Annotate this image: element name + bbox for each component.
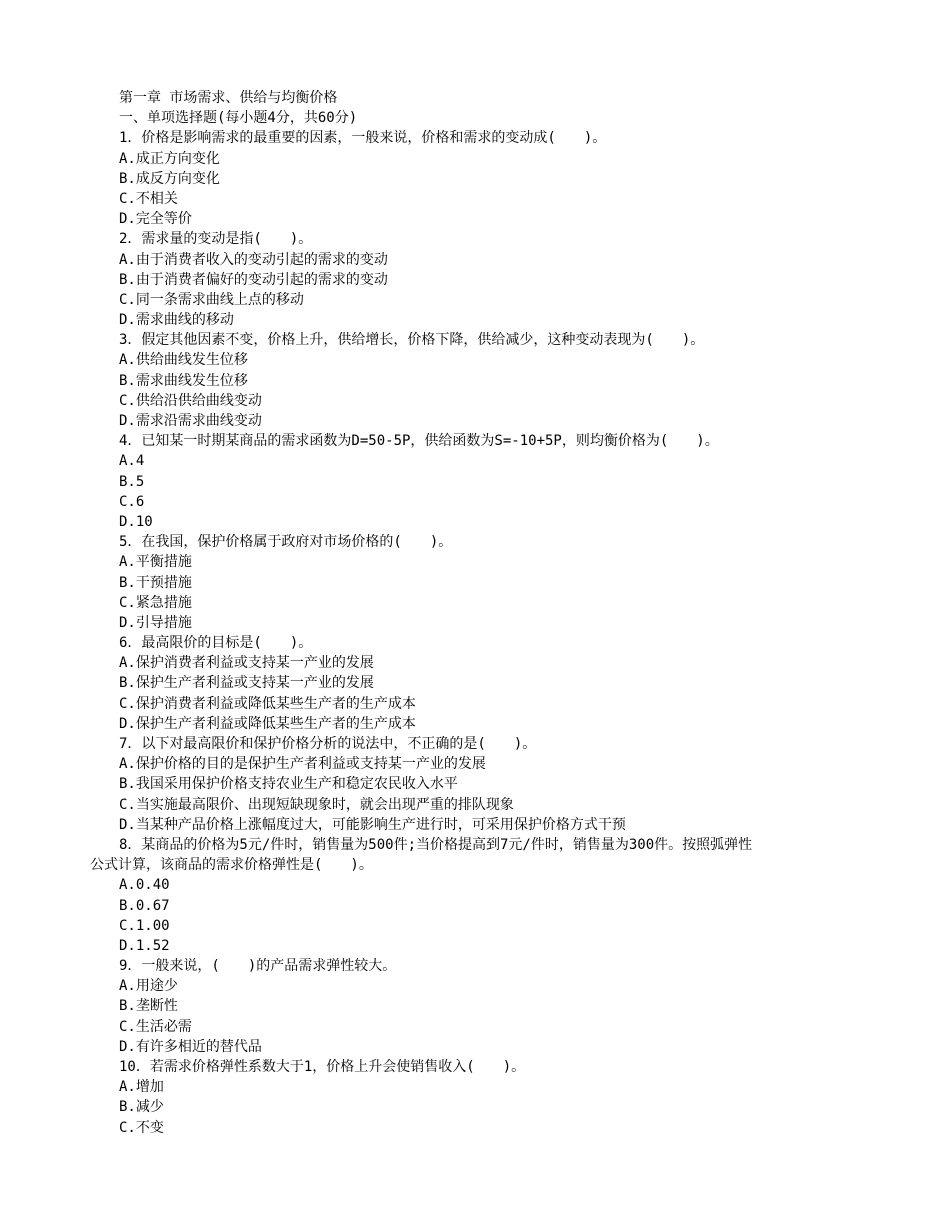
question-option: B.5	[119, 473, 145, 490]
question-option: D.当某种产品价格上涨幅度过大，可能影响生产进行时，可采用保护价格方式干预	[119, 816, 626, 833]
question-option: A.保护价格的目的是保护生产者利益或支持某一产业的发展	[119, 756, 486, 773]
question-option: D.完全等价	[119, 211, 192, 228]
question-option: A.成正方向变化	[119, 150, 220, 167]
question-option: D.1.52	[119, 937, 170, 954]
question-option: A.4	[119, 453, 145, 470]
question-option: C.不相关	[119, 190, 178, 207]
question-option: A.平衡措施	[119, 554, 192, 571]
question-option: A.0.40	[119, 877, 170, 894]
question-stem: 2．需求量的变动是指( )。	[119, 231, 313, 248]
question-option: C.保护消费者利益或降低某些生产者的生产成本	[119, 695, 416, 712]
chapter-title: 第一章 市场需求、供给与均衡价格	[119, 90, 338, 106]
question-stem: 4．已知某一时期某商品的需求函数为D=50-5P，供给函数为S=-10+5P，则均衡价格为( )。	[119, 433, 719, 450]
question-stem: 9．一般来说，( )的产品需求弹性较大。	[119, 958, 397, 975]
question-stem: 6．最高限价的目标是( )。	[119, 635, 313, 652]
question-option: B.成反方向变化	[119, 170, 220, 187]
question-option: D.需求沿需求曲线变动	[119, 413, 262, 429]
question-option: B.由于消费者偏好的变动引起的需求的变动	[119, 271, 388, 288]
question-option: D.有许多相近的替代品	[119, 1038, 262, 1055]
question-option: B.0.67	[119, 897, 170, 914]
question-option: D.需求曲线的移动	[119, 312, 234, 329]
question-option: B.减少	[119, 1099, 164, 1116]
question-stem: 3．假定其他因素不变，价格上升，供给增长，价格下降，供给减少，这种变动表现为( )。	[119, 332, 705, 349]
document-body	[90, 88, 859, 1138]
question-option: A.由于消费者收入的变动引起的需求的变动	[119, 251, 388, 268]
question-stem: 1．价格是影响需求的最重要的因素，一般来说，价格和需求的变动成( )。	[119, 130, 607, 147]
question-option: A.增加	[119, 1079, 164, 1096]
question-option: A.保护消费者利益或支持某一产业的发展	[119, 655, 374, 672]
question-option: D.10	[119, 513, 153, 530]
question-stem: 8．某商品的价格为5元/件时，销售量为500件;当价格提高到7元/件时，销售量为300件。按照弧弹性	[119, 836, 753, 853]
question-stem: 10．若需求价格弹性系数大于1，价格上升会使销售收入( )。	[119, 1059, 526, 1075]
question-option: A.供给曲线发生位移	[119, 352, 248, 369]
question-option: C.紧急措施	[119, 594, 192, 611]
question-option: D.引导措施	[119, 614, 192, 631]
question-option: C.当实施最高限价、出现短缺现象时，就会出现严重的排队现象	[119, 796, 514, 813]
question-option: B.干预措施	[119, 574, 192, 591]
question-option: B.我国采用保护价格支持农业生产和稳定农民收入水平	[119, 776, 458, 793]
question-option: C.同一条需求曲线上点的移动	[119, 291, 304, 308]
question-option: C.供给沿供给曲线变动	[119, 392, 262, 409]
question-option: B.保护生产者利益或支持某一产业的发展	[119, 675, 374, 692]
question-option: D.保护生产者利益或降低某些生产者的生产成本	[119, 715, 416, 732]
question-stem: 5．在我国，保护价格属于政府对市场价格的( )。	[119, 534, 453, 551]
question-option: A.用途少	[119, 978, 178, 995]
question-option: C.生活必需	[119, 1018, 192, 1035]
question-stem-continued: 公式计算，该商品的需求价格弹性是( )。	[90, 857, 373, 874]
question-option: C.1.00	[119, 917, 170, 934]
question-option: C.不变	[119, 1119, 164, 1136]
question-option: C.6	[119, 493, 145, 510]
question-option: B.需求曲线发生位移	[119, 372, 248, 389]
section-title: 一、单项选择题(每小题4分，共60分)	[119, 110, 358, 127]
question-option: B.垄断性	[119, 998, 178, 1015]
question-stem: 7．以下对最高限价和保护价格分析的说法中，不正确的是( )。	[119, 736, 537, 752]
